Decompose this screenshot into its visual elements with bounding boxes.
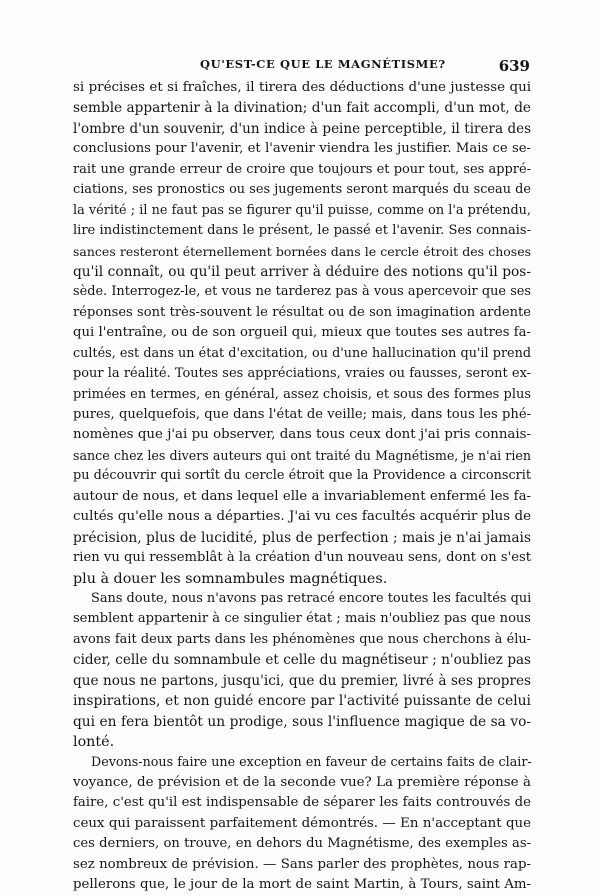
running-header: [0, 57, 600, 77]
paragraph: [73, 589, 531, 753]
text-line: sance chez les divers auteurs qui ont traité du Magnétisme, je n'ai rien: [73, 447, 531, 463]
text-line: cultés, est dans un état d'excitation, ou d'une hallucination qu'il prend: [73, 345, 531, 361]
text-line: sez nombreux de prévision. — Sans parler des prophètes, nous rap-: [73, 856, 531, 872]
text-line: Sans doute, nous n'avons pas retracé encore toutes les facultés qui: [91, 590, 532, 606]
text-line: inspirations, et non guidé encore par l'activité puissante de celui: [73, 693, 531, 710]
text-line: nomènes que j'ai pu observer, dans tous ceux dont j'ai pris connais-: [73, 427, 531, 443]
text-line: sède. Interrogez-le, et vous ne tarderez pas à vous apercevoir que ses: [73, 284, 531, 300]
text-line: lire indistinctement dans le présent, le passé et l'avenir. Ses connais-: [73, 223, 531, 239]
text-line: conclusions pour l'avenir, et l'avenir viendra les justifier. Mais ce se-: [73, 141, 531, 157]
text-line: ciations, ses pronostics ou ses jugements seront marqués du sceau de: [73, 182, 531, 198]
text-line: réponses sont très-souvent le résultat ou de son imagination ardente: [73, 304, 531, 320]
text-line: l'ombre d'un souvenir, d'un indice à peine perceptible, il tirera des: [73, 120, 531, 137]
text-line: ceux qui paraissent parfaitement démontrés. — En n'acceptant que: [73, 815, 531, 831]
text-line: si précises et si fraîches, il tirera des déductions d'une justesse qui: [73, 80, 531, 95]
body-text: [73, 78, 531, 896]
text-line: qu'il connaît, ou qu'il peut arriver à déduire des notions qu'il pos-: [73, 263, 531, 280]
text-line: rien vu qui ressemblât à la création d'un nouveau sens, dont on s'est: [73, 550, 531, 566]
text-line: primées en termes, en général, assez choisis, et sous des formes plus: [73, 386, 531, 402]
text-line: la vérité ; il ne faut pas se figurer qu'il puisse, comme on l'a prétendu,: [73, 202, 531, 218]
paragraph: [73, 752, 531, 895]
text-line: cultés qu'elle nous a départies. J'ai vu ces facultés acquérir plus de: [73, 509, 531, 525]
text-line: plu à douer les somnambules magnétiques.: [73, 570, 388, 587]
page-number: 639: [498, 57, 530, 75]
text-line: précision, plus de lucidité, plus de perfection ; mais je n'ai jamais: [73, 529, 531, 546]
text-line: Devons-nous faire une exception en faveur de certains faits de clair-: [91, 754, 532, 770]
text-line: que nous ne partons, jusqu'ici, que du premier, livré à ses propres: [73, 672, 531, 689]
text-line: pour la réalité. Toutes ses appréciations, vraies ou fausses, seront ex-: [73, 366, 531, 382]
text-line: rait une grande erreur de croire que toujours et pour tout, ses appré-: [73, 161, 531, 177]
text-line: semblent appartenir à ce singulier état ; mais n'oubliez pas que nous: [73, 611, 531, 627]
running-title: QU'EST-CE QUE LE MAGNÉTISME?: [200, 57, 446, 71]
text-line: voyance, de prévision et de la seconde vue? La première réponse à: [73, 774, 531, 790]
text-line: qui l'entraîne, ou de son orgueil qui, mieux que toutes ses autres fa-: [73, 325, 531, 341]
text-line: ces derniers, on trouve, en dehors du Magnétisme, des exemples as-: [73, 836, 531, 852]
text-line: autour de nous, et dans lequel elle a invariablement enfermé les fa-: [73, 488, 531, 504]
text-line: qui en fera bientôt un prodige, sous l'influence magique de sa vo-: [73, 713, 531, 730]
text-line: semble appartenir à la divination; d'un fait accompli, d'un mot, de: [73, 100, 531, 117]
text-line: lonté.: [73, 734, 115, 750]
text-line: avons fait deux parts dans les phénomènes que nous cherchons à élu-: [73, 631, 531, 647]
paragraph: [73, 78, 531, 589]
text-line: pu découvrir qui sortît du cercle étroit que la Providence a circonscrit: [73, 468, 531, 484]
text-line: pures, quelquefois, que dans l'état de veille; mais, dans tous les phé-: [73, 407, 531, 422]
text-line: pellerons que, le jour de la mort de saint Martin, à Tours, saint Am-: [73, 877, 531, 893]
text-line: cider, celle du somnambule et celle du magnétiseur ; n'oubliez pas: [73, 652, 531, 669]
text-line: sances resteront éternellement bornées dans le cercle étroit des choses: [73, 243, 531, 259]
text-line: faire, c'est qu'il est indispensable de séparer les faits controuvés de: [73, 795, 531, 811]
